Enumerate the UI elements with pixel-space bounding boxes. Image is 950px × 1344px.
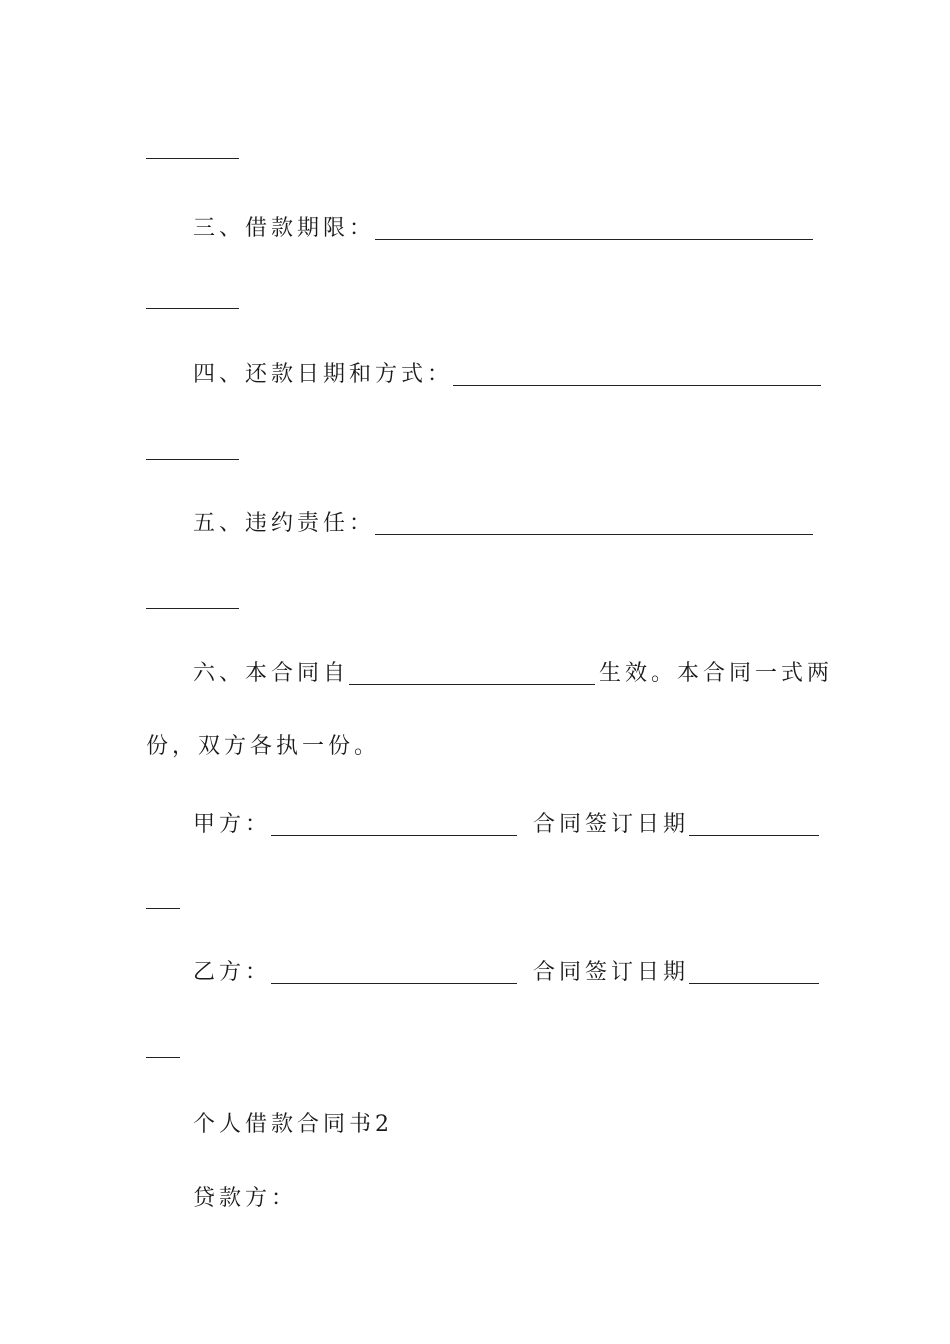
continuation-underline [146,158,239,159]
party-a-row [193,806,819,840]
lender-label: 贷款方： [193,1186,298,1211]
loan-term-blank[interactable] [375,215,813,240]
continuation-underline [146,1057,180,1058]
clause-effective-cont-text: 份，双方各执一份。 [146,734,381,759]
breach-blank[interactable] [375,510,813,535]
clause-effective [193,655,833,689]
lender-row [193,1180,297,1214]
clause-effective-cont [146,728,380,762]
clause-breach-label: 五、违约责任： [193,511,376,536]
clause-loan-term [193,210,813,244]
continuation-underline [146,308,239,309]
clause-breach [193,505,813,539]
contract2-title-text: 个人借款合同书2 [193,1112,393,1137]
continuation-underline [146,908,180,909]
clause-repayment-label: 四、还款日期和方式： [193,362,454,387]
clause-effective-suffix: 生效。本合同一式两 [599,661,834,686]
party-b-label: 乙方： [193,960,272,985]
party-a-date-label: 合同签订日期 [533,812,690,837]
repayment-blank[interactable] [453,361,821,386]
party-b-date-blank[interactable] [689,959,819,984]
party-a-label: 甲方： [193,812,272,837]
party-b-date-label: 合同签订日期 [533,960,690,985]
clause-loan-term-label: 三、借款期限： [193,216,376,241]
continuation-underline [146,459,239,460]
party-b-blank[interactable] [271,959,517,984]
party-b-row [193,954,819,988]
party-a-blank[interactable] [271,811,517,836]
clause-effective-prefix: 六、本合同自 [193,661,350,686]
clause-repayment [193,356,821,390]
continuation-underline [146,608,239,609]
party-a-date-blank[interactable] [689,811,819,836]
contract2-title [193,1106,393,1140]
effective-date-blank[interactable] [349,660,595,685]
